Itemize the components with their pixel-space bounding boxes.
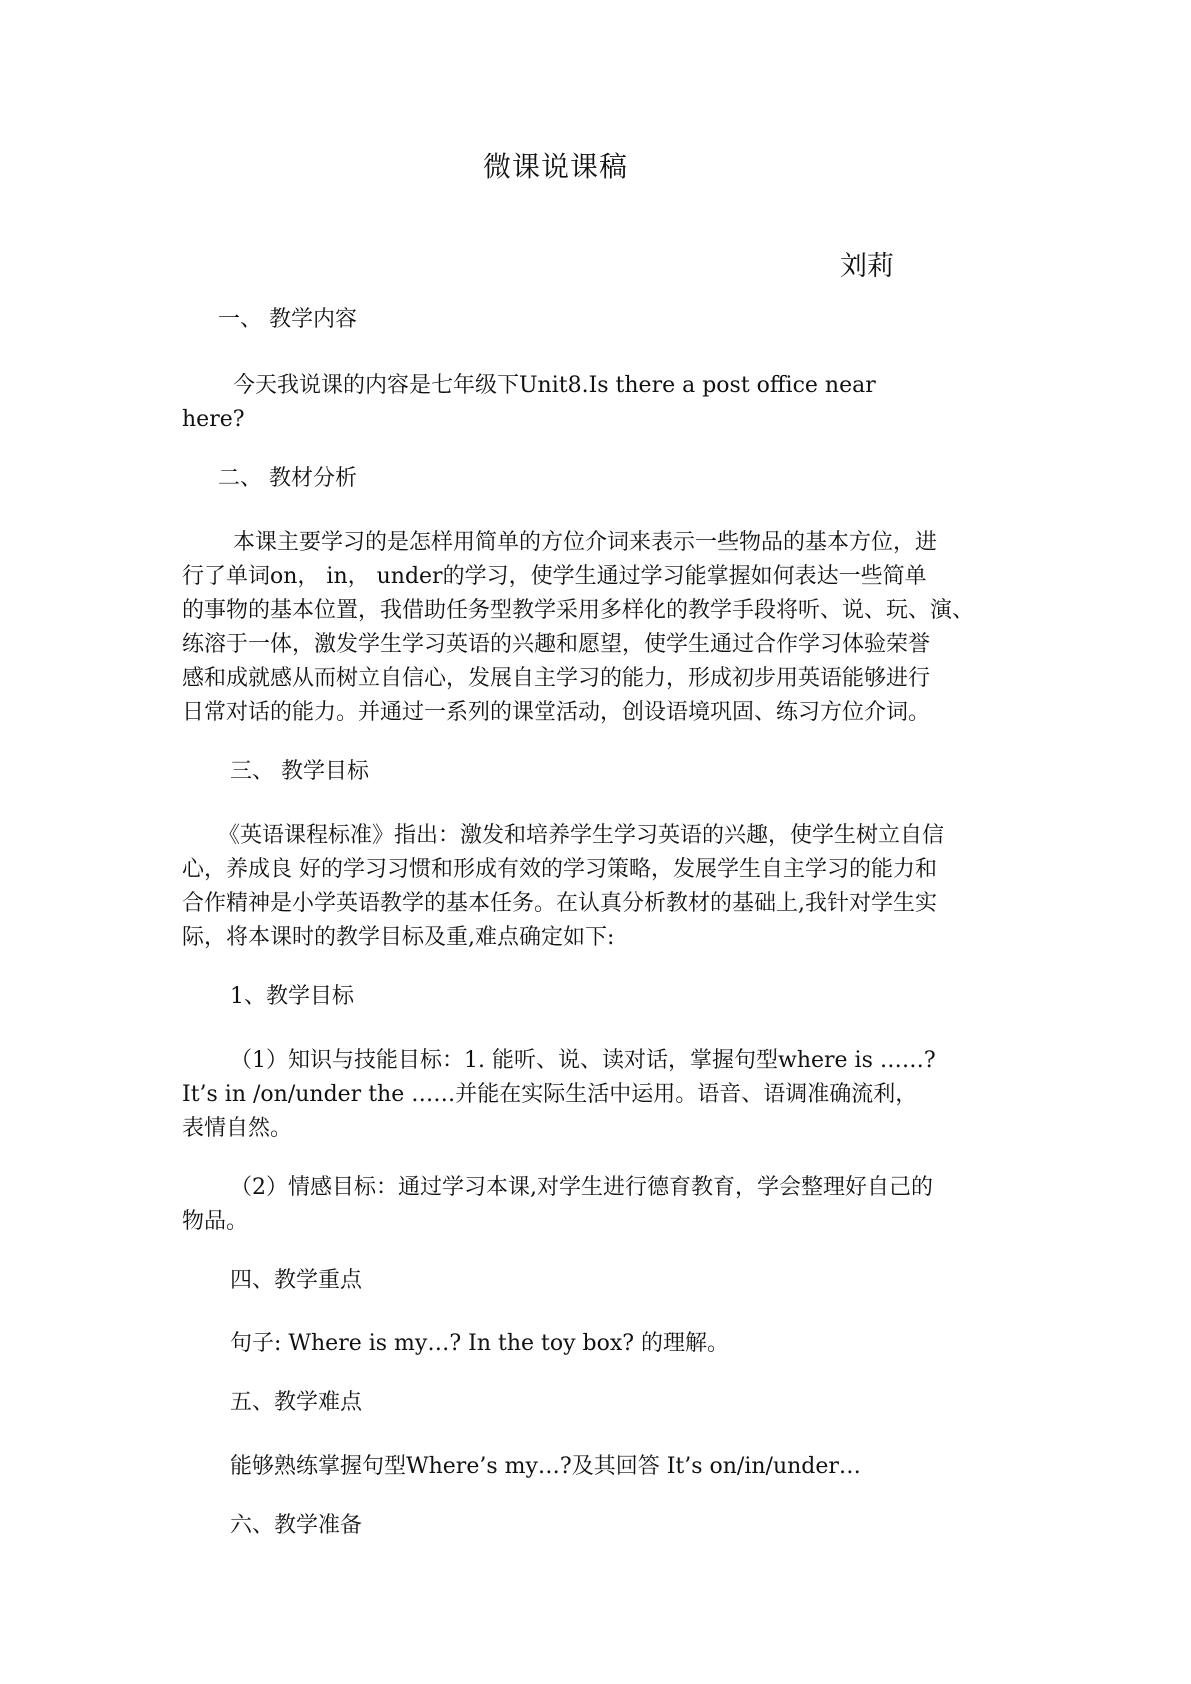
section-heading-1: 一、 教学内容 (218, 307, 357, 332)
paragraph-line: （2）情感目标：通过学习本课,对学生进行德育教育，学会整理好自己的 (230, 1175, 933, 1200)
paragraph-line: 本课主要学习的是怎样用简单的方位介词来表示一些物品的基本方位，进 (233, 530, 938, 555)
paragraph-line: 心，养成良 好的学习习惯和形成有效的学习策略，发展学生自主学习的能力和 (182, 857, 937, 882)
paragraph-line: 表情自然。 (182, 1116, 293, 1141)
paragraph-line: （1）知识与技能目标：1. 能听、说、读对话，掌握句型where is ……? (230, 1048, 936, 1073)
subsection-heading: 1、教学目标 (230, 984, 354, 1009)
paragraph-line: 日常对话的能力。并通过一系列的课堂活动，创设语境巩固、练习方位介词。 (182, 700, 931, 725)
paragraph-line: 感和成就感从而树立自信心，发展自主学习的能力，形成初步用英语能够进行 (182, 666, 931, 691)
document-author: 刘莉 (840, 251, 894, 282)
document-title: 微课说课稿 (483, 150, 629, 183)
paragraph-line: 物品。 (182, 1209, 249, 1234)
section-heading-2: 二、 教材分析 (218, 466, 357, 491)
paragraph-line: 句子: Where is my…? In the toy box? 的理解。 (230, 1331, 730, 1356)
paragraph-line: 练溶于一体，激发学生学习英语的兴趣和愿望，使学生通过合作学习体验荣誉 (182, 632, 931, 657)
section-heading-6: 六、教学准备 (230, 1513, 363, 1538)
section-heading-5: 五、教学难点 (230, 1390, 363, 1415)
section-heading-4: 四、教学重点 (230, 1268, 363, 1293)
paragraph-line: 际，将本课时的教学目标及重,难点确定如下: (182, 925, 615, 950)
paragraph-line: It’s in /on/under the ……并能在实际生活中运用。语音、语调准确流利， (182, 1082, 918, 1107)
paragraph-line: 合作精神是小学英语教学的基本任务。在认真分析教材的基础上,我针对学生实 (182, 891, 937, 916)
paragraph-line: 《英语课程标准》指出：激发和培养学生学习英语的兴趣，使学生树立自信 (218, 823, 945, 848)
paragraph-line: 今天我说课的内容是七年级下Unit8.Is there a post office near (233, 373, 876, 398)
paragraph-line: 能够熟练掌握句型Where’s my…?及其回答 It’s on/in/under… (230, 1454, 861, 1479)
paragraph-line: 的事物的基本位置，我借助任务型教学采用多样化的教学手段将听、说、玩、演、 (182, 598, 975, 623)
paragraph-line: 行了单词on， in， under的学习，使学生通过学习能掌握如何表达一些简单 (182, 564, 927, 589)
section-heading-3: 三、 教学目标 (230, 759, 369, 784)
paragraph-line: here? (182, 407, 245, 432)
